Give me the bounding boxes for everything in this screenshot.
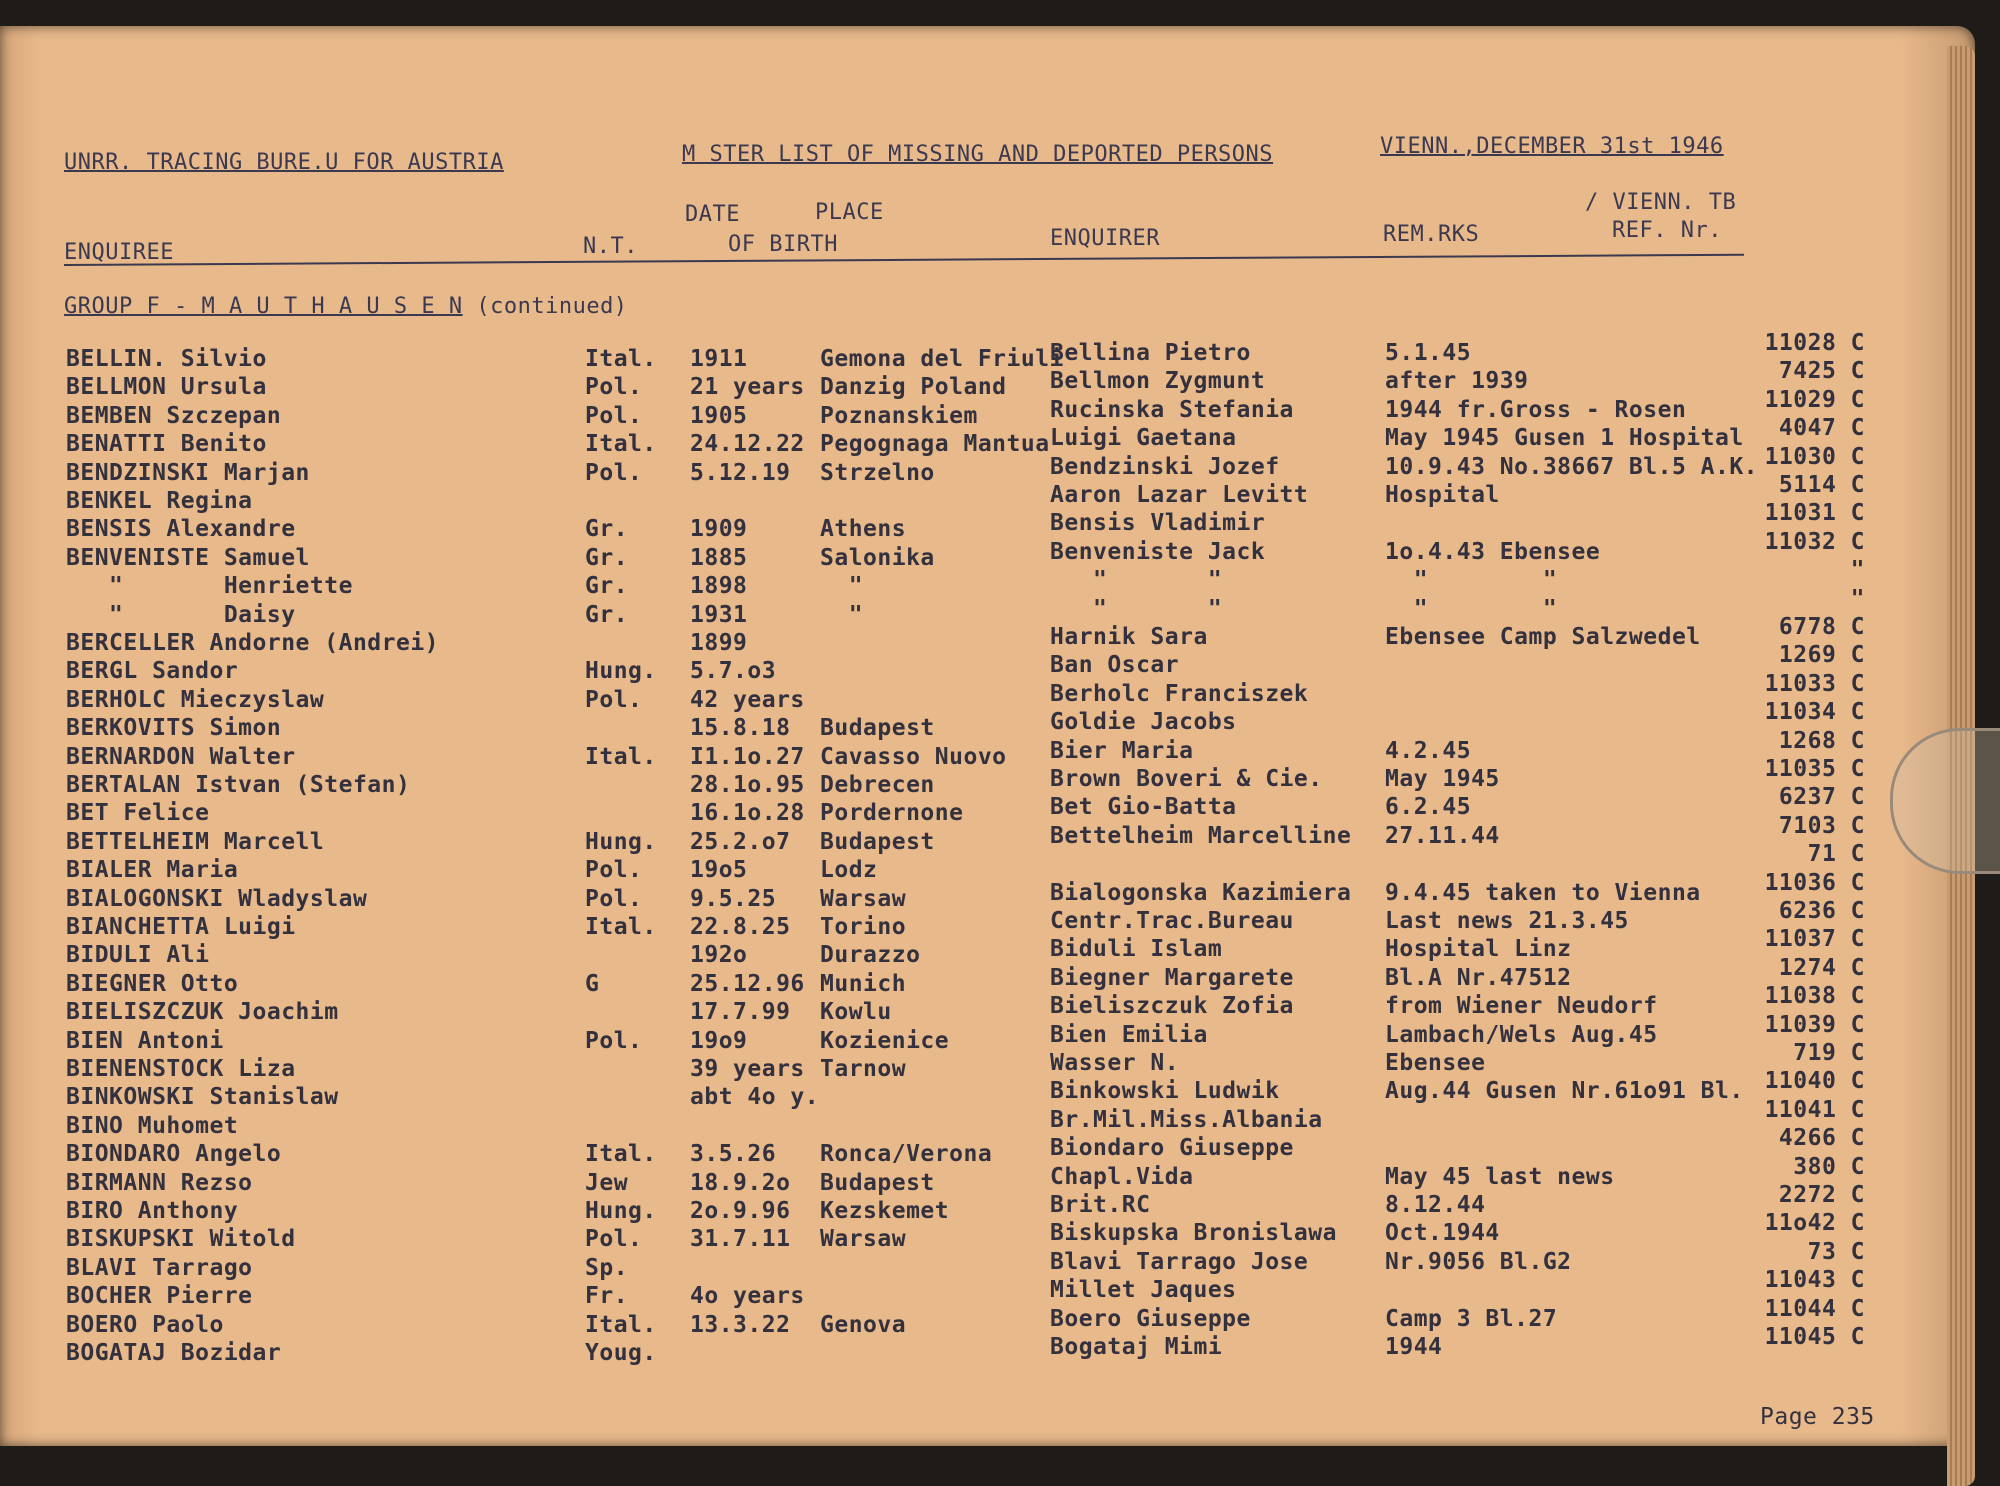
cell-enquirer: Bier Maria <box>1050 737 1194 764</box>
cell-place: Danzig Poland <box>820 374 1007 401</box>
cell-place: Tarnow <box>820 1056 907 1082</box>
col-of-birth: OF BIRTH <box>728 232 838 257</box>
cell-date: 31.7.11 <box>690 1226 791 1253</box>
cell-place: Munich <box>820 970 907 997</box>
cell-ref: 11040 C <box>1764 1068 1865 1095</box>
cell-ref: " <box>1850 557 1865 584</box>
cell-remarks: " " <box>1385 595 1558 622</box>
cell-name: BELLIN. Silvio <box>66 346 267 372</box>
cell-enquirer: Luigi Gaetana <box>1050 425 1237 452</box>
cell-date: 17.7.99 <box>690 999 791 1026</box>
cell-date: 15.8.18 <box>690 715 791 742</box>
cell-ref: 11o42 C <box>1764 1210 1865 1237</box>
cell-name: BIENENSTOCK Liza <box>66 1056 296 1082</box>
cell-ref: 11033 C <box>1764 670 1865 697</box>
cell-nt: Hung. <box>585 1198 657 1224</box>
cell-place: " <box>820 573 864 600</box>
cell-name: BIRMANN Rezso <box>66 1169 253 1196</box>
cell-remarks: May 45 last news <box>1385 1163 1615 1190</box>
cell-enquirer: Bettelheim Marcelline <box>1050 822 1352 849</box>
cell-nt: Ital. <box>585 914 657 940</box>
cell-nt: Pol. <box>585 1027 643 1054</box>
cell-nt: Fr. <box>585 1283 629 1310</box>
cell-nt: Gr. <box>585 601 629 628</box>
cell-ref: 11039 C <box>1764 1011 1865 1038</box>
cell-date: 42 years <box>690 686 805 713</box>
cell-date: 13.3.22 <box>690 1311 791 1338</box>
cell-date: 19o9 <box>690 1027 748 1054</box>
cell-ref: 719 C <box>1793 1040 1865 1066</box>
cell-name: BIALOGONSKI Wladyslaw <box>66 885 368 912</box>
cell-enquirer: Boero Giuseppe <box>1050 1305 1251 1332</box>
cell-enquirer: Brown Boveri & Cie. <box>1050 766 1323 792</box>
cell-remarks: 1944 <box>1385 1334 1443 1360</box>
cell-place: Lodz <box>820 857 878 884</box>
cell-ref: 7425 C <box>1778 358 1865 385</box>
cell-remarks: 10.9.43 No.38667 Bl.5 A.K. <box>1385 453 1759 480</box>
cell-date: 16.1o.28 <box>690 800 805 827</box>
cell-place: Warsaw <box>820 1226 907 1253</box>
cell-enquirer: Biduli Islam <box>1050 936 1223 963</box>
cell-remarks: Oct.1944 <box>1385 1220 1500 1247</box>
cell-ref: 11045 C <box>1764 1324 1865 1350</box>
cell-date: 1899 <box>690 630 748 656</box>
cell-ref: 11043 C <box>1764 1267 1865 1294</box>
cell-place: Pordernone <box>820 800 964 827</box>
col-remarks: REM.RKS <box>1383 222 1480 247</box>
cell-enquirer: Goldie Jacobs <box>1050 709 1237 736</box>
cell-enquirer: Bendzinski Jozef <box>1050 453 1280 480</box>
cell-enquirer: Bensis Vladimir <box>1050 510 1266 537</box>
cell-date: 25.2.o7 <box>690 828 791 855</box>
cell-nt: Pol. <box>585 402 643 429</box>
cell-remarks: 6.2.45 <box>1385 794 1472 821</box>
cell-enquirer: Brit.RC <box>1050 1192 1151 1218</box>
cell-date: 1898 <box>690 573 748 600</box>
cell-ref: 380 C <box>1793 1153 1865 1180</box>
cell-place: Warsaw <box>820 885 907 912</box>
cell-name: BIANCHETTA Luigi <box>66 914 296 940</box>
cell-place: Poznanskiem <box>820 402 978 429</box>
cell-nt: Pol. <box>585 374 643 401</box>
cell-ref: 1274 C <box>1778 954 1865 981</box>
cell-nt: G <box>585 970 600 997</box>
cell-name: BLAVI Tarrago <box>66 1254 253 1281</box>
cell-enquirer: Biskupska Bronislawa <box>1050 1220 1337 1247</box>
cell-remarks: Aug.44 Gusen Nr.61o91 Bl. <box>1385 1078 1744 1105</box>
col-date-label: DATE <box>685 202 740 227</box>
cell-nt: Ital. <box>585 743 657 770</box>
cell-place: Genova <box>820 1311 907 1338</box>
cell-remarks: Hospital <box>1385 482 1500 508</box>
col-enquirer: ENQUIRER <box>1050 226 1160 251</box>
cell-remarks: Camp 3 Bl.27 <box>1385 1305 1558 1332</box>
cell-place: " <box>820 601 864 628</box>
org-title: UNRR. TRACING BURE.U FOR AUSTRIA <box>64 150 504 175</box>
cell-place: Salonika <box>820 544 935 571</box>
cell-remarks: Ebensee <box>1385 1050 1486 1076</box>
cell-place: Strzelno <box>820 459 935 486</box>
cell-enquirer: Ban Oscar <box>1050 652 1180 679</box>
cell-date: 192o <box>690 942 748 969</box>
cell-name: BENDZINSKI Marjan <box>66 459 310 486</box>
cell-ref: 11041 C <box>1764 1096 1865 1123</box>
cell-date: 5.12.19 <box>690 459 791 486</box>
cell-remarks: 5.1.45 <box>1385 340 1472 366</box>
col-nt: N.T. <box>583 234 638 259</box>
cell-enquirer: Bet Gio-Batta <box>1050 794 1237 821</box>
cell-place: Ronca/Verona <box>820 1141 993 1168</box>
cell-place: Kezskemet <box>820 1198 950 1224</box>
cell-date: 1931 <box>690 601 748 628</box>
cell-name: BINO Muhomet <box>66 1112 239 1139</box>
cell-name: BELLMON Ursula <box>66 374 267 401</box>
cell-nt: Ital. <box>585 431 657 458</box>
cell-remarks: 9.4.45 taken to Vienna <box>1385 879 1701 906</box>
cell-enquirer: Br.Mil.Miss.Albania <box>1050 1106 1323 1133</box>
cell-remarks: 1944 fr.Gross - Rosen <box>1385 396 1687 423</box>
cell-date: abt 4o y. <box>690 1084 820 1111</box>
cell-ref: 11028 C <box>1764 330 1865 356</box>
cell-enquirer: Wasser N. <box>1050 1050 1180 1076</box>
col-place-label: PLACE <box>815 200 884 225</box>
cell-enquirer: Bien Emilia <box>1050 1021 1208 1048</box>
cell-name: BISKUPSKI Witold <box>66 1226 296 1253</box>
cell-name: BENKEL Regina <box>66 488 253 514</box>
cell-enquirer: Aaron Lazar Levitt <box>1050 482 1309 508</box>
cell-name: BENSIS Alexandre <box>66 516 296 543</box>
cell-date: 1909 <box>690 516 748 543</box>
cell-enquirer: Centr.Trac.Bureau <box>1050 908 1294 934</box>
cell-ref: 11038 C <box>1764 983 1865 1010</box>
cell-nt: Pol. <box>585 459 643 486</box>
cell-date: 28.1o.95 <box>690 772 805 798</box>
cell-date: 18.9.2o <box>690 1169 791 1196</box>
header-rule <box>64 254 1744 266</box>
cell-enquirer: Millet Jaques <box>1050 1277 1237 1304</box>
cell-date: 1885 <box>690 544 748 571</box>
cell-name: " Henriette <box>66 573 353 600</box>
cell-ref: 11031 C <box>1764 500 1865 527</box>
cell-nt: Ital. <box>585 1141 657 1168</box>
group-heading: GROUP F - M A U T H A U S E N (continued) <box>64 294 628 319</box>
list-title: M STER LIST OF MISSING AND DEPORTED PERSONS <box>682 142 1274 167</box>
cell-date: 3.5.26 <box>690 1141 777 1168</box>
cell-place: Athens <box>820 516 907 543</box>
cell-remarks: Bl.A Nr.47512 <box>1385 964 1572 991</box>
cell-date: 21 years <box>690 374 805 401</box>
cell-nt: Gr. <box>585 516 629 543</box>
cell-nt: Ital. <box>585 1311 657 1338</box>
cell-name: BIEGNER Otto <box>66 970 239 997</box>
cell-remarks: 27.11.44 <box>1385 822 1500 849</box>
cell-place: Torino <box>820 914 907 940</box>
cell-date: 19o5 <box>690 857 748 884</box>
cell-ref: 11030 C <box>1764 443 1865 470</box>
cell-place: Gemona del Friuli <box>820 346 1064 372</box>
cell-nt: Youg. <box>585 1340 657 1366</box>
cell-nt: Jew <box>585 1169 629 1196</box>
cell-name: BERTALAN Istvan (Stefan) <box>66 772 411 798</box>
cell-place: Durazzo <box>820 942 921 969</box>
cell-ref: 2272 C <box>1778 1182 1865 1208</box>
cell-name: BOGATAJ Bozidar <box>66 1340 282 1366</box>
cell-date: 2o.9.96 <box>690 1198 791 1224</box>
cell-date: 9.5.25 <box>690 885 777 912</box>
cell-ref: 4047 C <box>1778 415 1865 442</box>
cell-nt: Gr. <box>585 544 629 571</box>
cell-date: 39 years <box>690 1056 805 1082</box>
place-date: VIENN.,DECEMBER 31st 1946 <box>1380 134 1724 159</box>
cell-place: Debrecen <box>820 772 935 798</box>
cell-ref: 11035 C <box>1764 756 1865 782</box>
cell-nt: Ital. <box>585 346 657 372</box>
cell-remarks: Nr.9056 Bl.G2 <box>1385 1248 1572 1275</box>
cell-ref: 11032 C <box>1764 528 1865 555</box>
cell-name: BENATTI Benito <box>66 431 267 458</box>
cell-name: BERNARDON Walter <box>66 743 296 770</box>
cell-enquirer: Chapl.Vida <box>1050 1163 1194 1190</box>
cell-ref: 1269 C <box>1778 642 1865 669</box>
cell-ref: 11037 C <box>1764 926 1865 953</box>
cell-enquirer: Biondaro Giuseppe <box>1050 1135 1294 1162</box>
cell-date: 24.12.22 <box>690 431 805 458</box>
cell-place: Pegognaga Mantua <box>820 431 1050 458</box>
cell-enquirer: Biegner Margarete <box>1050 964 1294 991</box>
cell-remarks: May 1945 Gusen 1 Hospital <box>1385 425 1744 452</box>
cell-name: BIONDARO Angelo <box>66 1141 282 1168</box>
cell-name: BOERO Paolo <box>66 1311 224 1338</box>
cell-enquirer: Bellina Pietro <box>1050 340 1251 366</box>
cell-name: BETTELHEIM Marcell <box>66 828 325 855</box>
cell-place: Budapest <box>820 1169 935 1196</box>
cell-name: BERHOLC Mieczyslaw <box>66 686 325 713</box>
cell-date: 25.12.96 <box>690 970 805 997</box>
cell-remarks: Ebensee Camp Salzwedel <box>1385 624 1701 650</box>
cell-nt: Hung. <box>585 658 657 685</box>
cell-nt: Hung. <box>585 828 657 855</box>
cell-nt: Sp. <box>585 1254 629 1281</box>
cell-enquirer: Bieliszczuk Zofia <box>1050 993 1294 1020</box>
cell-name: BOCHER Pierre <box>66 1283 253 1310</box>
cell-place: Kozienice <box>820 1027 950 1054</box>
cell-ref: 6778 C <box>1778 614 1865 640</box>
cell-ref: 7103 C <box>1778 812 1865 839</box>
cell-remarks: Last news 21.3.45 <box>1385 908 1629 934</box>
cell-place: Budapest <box>820 715 935 742</box>
col-enquiree: ENQUIREE <box>64 240 174 265</box>
cell-date: 5.7.o3 <box>690 658 777 685</box>
cell-name: " Daisy <box>66 601 296 628</box>
cell-enquirer: Binkowski Ludwik <box>1050 1078 1280 1105</box>
cell-remarks: 1o.4.43 Ebensee <box>1385 538 1601 565</box>
cell-remarks: 8.12.44 <box>1385 1192 1486 1218</box>
cell-remarks: 4.2.45 <box>1385 737 1472 764</box>
cell-ref: 11029 C <box>1764 386 1865 413</box>
cell-ref: 71 C <box>1807 841 1865 868</box>
cell-ref: 6236 C <box>1778 898 1865 924</box>
cell-name: BIEN Antoni <box>66 1027 224 1054</box>
cell-nt: Pol. <box>585 686 643 713</box>
cell-date: 1911 <box>690 346 748 372</box>
cell-remarks: after 1939 <box>1385 368 1529 395</box>
cell-nt: Pol. <box>585 857 643 884</box>
cell-ref: " <box>1850 585 1865 612</box>
cell-place: Budapest <box>820 828 935 855</box>
cell-name: BIELISZCZUK Joachim <box>66 999 339 1026</box>
cell-nt: Gr. <box>585 573 629 600</box>
cell-enquirer: Benveniste Jack <box>1050 538 1266 565</box>
cell-ref: 5114 C <box>1778 472 1865 498</box>
cell-enquirer: Berholc Franciszek <box>1050 680 1309 707</box>
cell-remarks: Hospital Linz <box>1385 936 1572 963</box>
cell-name: BIRO Anthony <box>66 1198 239 1224</box>
cell-name: BENVENISTE Samuel <box>66 544 310 571</box>
cell-date: 4o years <box>690 1283 805 1310</box>
cell-name: BET Felice <box>66 800 210 827</box>
cell-ref: 6237 C <box>1778 784 1865 811</box>
cell-name: BERKOVITS Simon <box>66 715 282 742</box>
cell-date: 22.8.25 <box>690 914 791 940</box>
col-vienna-tb-label: / VIENN. TB <box>1585 190 1737 215</box>
cell-remarks: from Wiener Neudorf <box>1385 993 1658 1020</box>
cell-date: I1.1o.27 <box>690 743 805 770</box>
page-number: Page 235 <box>1760 1404 1875 1430</box>
cell-name: BIDULI Ali <box>66 942 210 969</box>
cell-enquirer: Rucinska Stefania <box>1050 396 1294 423</box>
col-ref-nr: REF. Nr. <box>1612 218 1722 243</box>
cell-nt: Pol. <box>585 885 643 912</box>
cell-remarks: May 1945 <box>1385 766 1500 792</box>
cell-enquirer: " " <box>1050 595 1223 622</box>
cell-name: BERGL Sandor <box>66 658 239 685</box>
cell-remarks: " " <box>1385 567 1558 594</box>
cell-name: BIALER Maria <box>66 857 239 884</box>
cell-ref: 73 C <box>1807 1238 1865 1265</box>
cell-ref: 11036 C <box>1764 869 1865 896</box>
cell-name: BINKOWSKI Stanislaw <box>66 1084 339 1111</box>
cell-name: BERCELLER Andorne (Andrei) <box>66 630 440 656</box>
cell-ref: 11044 C <box>1764 1295 1865 1322</box>
cell-place: Kowlu <box>820 999 892 1026</box>
cell-date: 1905 <box>690 402 748 429</box>
cell-ref: 4266 C <box>1778 1125 1865 1152</box>
cell-enquirer: Bialogonska Kazimiera <box>1050 879 1352 906</box>
cell-nt: Pol. <box>585 1226 643 1253</box>
cell-enquirer: Bogataj Mimi <box>1050 1334 1223 1360</box>
cell-ref: 1268 C <box>1778 727 1865 754</box>
cell-enquirer: Bellmon Zygmunt <box>1050 368 1266 395</box>
ledger-page <box>0 26 1975 1446</box>
cell-place: Cavasso Nuovo <box>820 743 1007 770</box>
cell-name: BEMBEN Szczepan <box>66 402 282 429</box>
cell-enquirer: Harnik Sara <box>1050 624 1208 650</box>
cell-remarks: Lambach/Wels Aug.45 <box>1385 1021 1658 1048</box>
cell-enquirer: Blavi Tarrago Jose <box>1050 1248 1309 1275</box>
cell-enquirer: " " <box>1050 567 1223 594</box>
cell-ref: 11034 C <box>1764 699 1865 726</box>
